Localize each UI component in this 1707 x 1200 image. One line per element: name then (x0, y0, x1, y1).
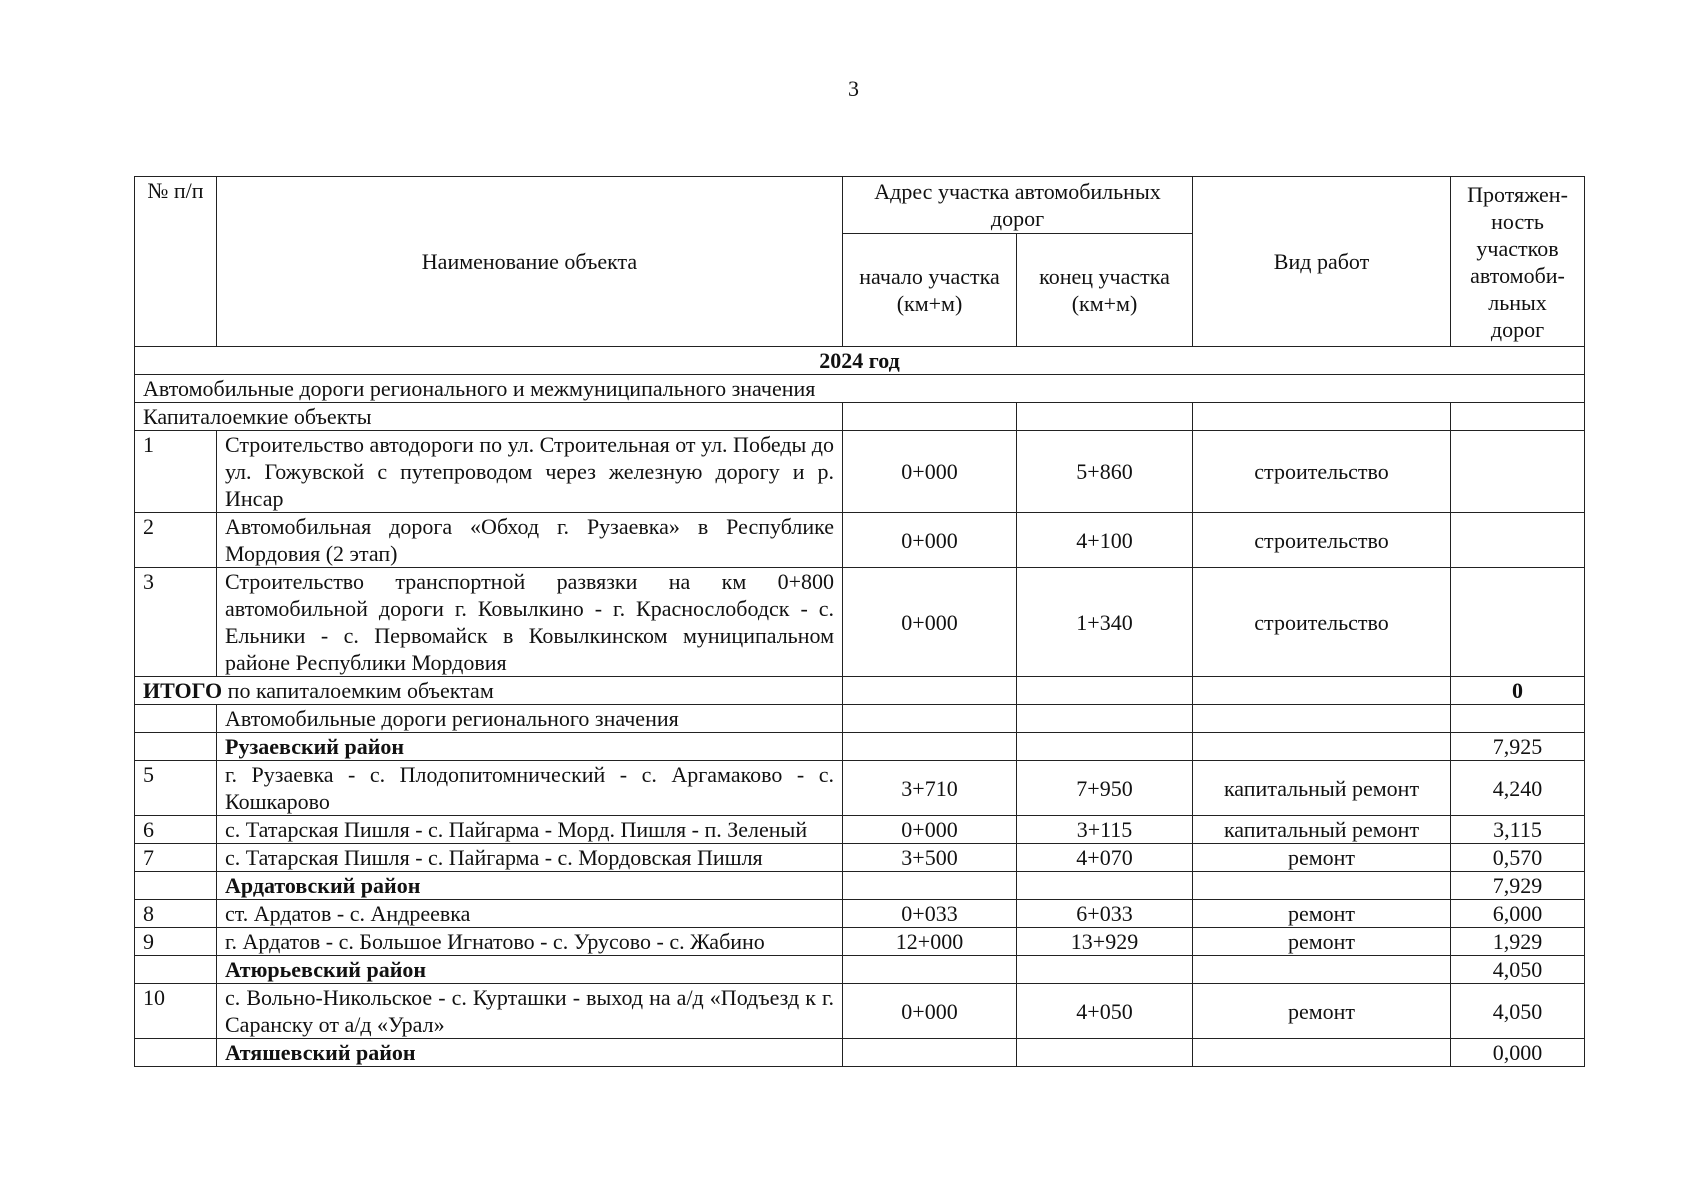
item-end: 4+070 (1017, 844, 1193, 872)
item-num: 10 (135, 984, 217, 1039)
item-work: капитальный ремонт (1193, 761, 1451, 816)
total-value: 0 (1451, 677, 1585, 705)
empty-cell (135, 956, 217, 984)
empty-cell (135, 733, 217, 761)
empty-cell (1017, 403, 1193, 431)
item-end: 1+340 (1017, 568, 1193, 677)
district-total: 4,050 (1451, 956, 1585, 984)
item-end: 4+050 (1017, 984, 1193, 1039)
regional-row (135, 705, 1585, 733)
item-name: г. Ардатов - с. Большое Игнатово - с. Урусово - с. Жабино (217, 928, 843, 956)
item-num: 8 (135, 900, 217, 928)
empty-cell (843, 677, 1017, 705)
item-num: 6 (135, 816, 217, 844)
item-work: ремонт (1193, 900, 1451, 928)
total-label-bold: ИТОГО (143, 678, 223, 703)
item-length: 0,570 (1451, 844, 1585, 872)
empty-cell (843, 872, 1017, 900)
item-num: 2 (135, 513, 217, 568)
capital-cell: Капиталоемкие объекты (135, 403, 843, 431)
item-num: 9 (135, 928, 217, 956)
item-start: 0+000 (843, 816, 1017, 844)
year-row (135, 347, 1585, 375)
header-num: № п/п (135, 177, 217, 347)
district-name: Атюрьевский район (217, 956, 843, 984)
empty-cell (1017, 956, 1193, 984)
empty-cell (1193, 1039, 1451, 1067)
capital-item-row (135, 568, 1585, 677)
empty-cell (1017, 733, 1193, 761)
empty-cell (1017, 705, 1193, 733)
section-cell: Автомобильные дороги регионального и межмуниципального значения (135, 375, 1585, 403)
item-name: Строительство транспортной развязки на км 0+800 автомобильной дороги г. Ковылкино - г. Краснослободск - с. Ельники - с. Первомайск в Ковылкинском муниципальном районе Республики Мордовия (217, 568, 843, 677)
item-start: 0+000 (843, 984, 1017, 1039)
road-item-row (135, 844, 1585, 872)
regional-cell: Автомобильные дороги регионального значения (217, 705, 843, 733)
district-total: 0,000 (1451, 1039, 1585, 1067)
item-end: 7+950 (1017, 761, 1193, 816)
total-row (135, 677, 1585, 705)
empty-cell (843, 1039, 1017, 1067)
item-start: 3+500 (843, 844, 1017, 872)
item-start: 12+000 (843, 928, 1017, 956)
empty-cell (1017, 677, 1193, 705)
empty-cell (1193, 956, 1451, 984)
district-row (135, 872, 1585, 900)
item-name: с. Татарская Пишля - с. Пайгарма - с. Мордовская Пишля (217, 844, 843, 872)
item-work: ремонт (1193, 984, 1451, 1039)
item-length: 3,115 (1451, 816, 1585, 844)
road-item-row (135, 900, 1585, 928)
header-row-1 (135, 177, 1585, 234)
header-length: Протяжен-ность участков автомоби-льных дорог (1451, 177, 1585, 347)
item-work: капитальный ремонт (1193, 816, 1451, 844)
road-item-row (135, 761, 1585, 816)
road-item-row (135, 928, 1585, 956)
item-name: с. Вольно-Никольское - с. Курташки - выход на а/д «Подъезд к г. Саранску от а/д «Урал» (217, 984, 843, 1039)
total-label-rest: по капиталоемким объектам (222, 678, 494, 703)
empty-cell (135, 705, 217, 733)
district-name: Рузаевский район (217, 733, 843, 761)
item-length: 1,929 (1451, 928, 1585, 956)
empty-cell (843, 956, 1017, 984)
empty-cell (135, 1039, 217, 1067)
district-total: 7,925 (1451, 733, 1585, 761)
district-total: 7,929 (1451, 872, 1585, 900)
header-end: конец участка (км+м) (1017, 234, 1193, 347)
roads-table (134, 176, 1585, 1067)
item-start: 0+000 (843, 513, 1017, 568)
item-work: ремонт (1193, 844, 1451, 872)
item-work: ремонт (1193, 928, 1451, 956)
district-row (135, 956, 1585, 984)
item-length: 4,050 (1451, 984, 1585, 1039)
item-start: 0+000 (843, 431, 1017, 513)
item-start: 0+033 (843, 900, 1017, 928)
item-name: с. Татарская Пишля - с. Пайгарма - Морд. Пишля - п. Зеленый (217, 816, 843, 844)
item-end: 6+033 (1017, 900, 1193, 928)
empty-cell (1193, 872, 1451, 900)
capital-row (135, 403, 1585, 431)
item-num: 1 (135, 431, 217, 513)
empty-cell (1193, 677, 1451, 705)
item-length (1451, 431, 1585, 513)
total-label (135, 677, 843, 705)
section-row (135, 375, 1585, 403)
empty-cell (1451, 705, 1585, 733)
item-start: 3+710 (843, 761, 1017, 816)
page-number: 3 (848, 76, 859, 101)
item-length: 4,240 (1451, 761, 1585, 816)
item-length (1451, 513, 1585, 568)
header-start: начало участка (км+м) (843, 234, 1017, 347)
item-name: Автомобильная дорога «Обход г. Рузаевка» в Республике Мордовия (2 этап) (217, 513, 843, 568)
header-address: Адрес участка автомобильных дорог (843, 177, 1193, 234)
item-name: ст. Ардатов - с. Андреевка (217, 900, 843, 928)
item-length: 6,000 (1451, 900, 1585, 928)
district-name: Атяшевский район (217, 1039, 843, 1067)
empty-cell (843, 403, 1017, 431)
item-num: 5 (135, 761, 217, 816)
year-cell: 2024 год (135, 347, 1585, 375)
item-num: 7 (135, 844, 217, 872)
road-item-row (135, 816, 1585, 844)
item-end: 4+100 (1017, 513, 1193, 568)
item-start: 0+000 (843, 568, 1017, 677)
header-name: Наименование объекта (217, 177, 843, 347)
item-name: Строительство автодороги по ул. Строительная от ул. Победы до ул. Гожувской с путепроводом через железную дорогу и р. Инсар (217, 431, 843, 513)
item-work: строительство (1193, 431, 1451, 513)
district-row (135, 1039, 1585, 1067)
road-item-row (135, 984, 1585, 1039)
capital-item-row (135, 513, 1585, 568)
empty-cell (843, 733, 1017, 761)
empty-cell (1451, 403, 1585, 431)
empty-cell (1017, 1039, 1193, 1067)
item-end: 5+860 (1017, 431, 1193, 513)
district-name: Ардатовский район (217, 872, 843, 900)
empty-cell (843, 705, 1017, 733)
empty-cell (135, 872, 217, 900)
empty-cell (1193, 733, 1451, 761)
header-work: Вид работ (1193, 177, 1451, 347)
item-name: г. Рузаевка - с. Плодопитомнический - с. Аргамаково - с. Кошкарово (217, 761, 843, 816)
item-num: 3 (135, 568, 217, 677)
empty-cell (1193, 403, 1451, 431)
district-row (135, 733, 1585, 761)
item-work: строительство (1193, 513, 1451, 568)
empty-cell (1017, 872, 1193, 900)
item-work: строительство (1193, 568, 1451, 677)
item-end: 3+115 (1017, 816, 1193, 844)
item-length (1451, 568, 1585, 677)
empty-cell (1193, 705, 1451, 733)
capital-item-row (135, 431, 1585, 513)
item-end: 13+929 (1017, 928, 1193, 956)
